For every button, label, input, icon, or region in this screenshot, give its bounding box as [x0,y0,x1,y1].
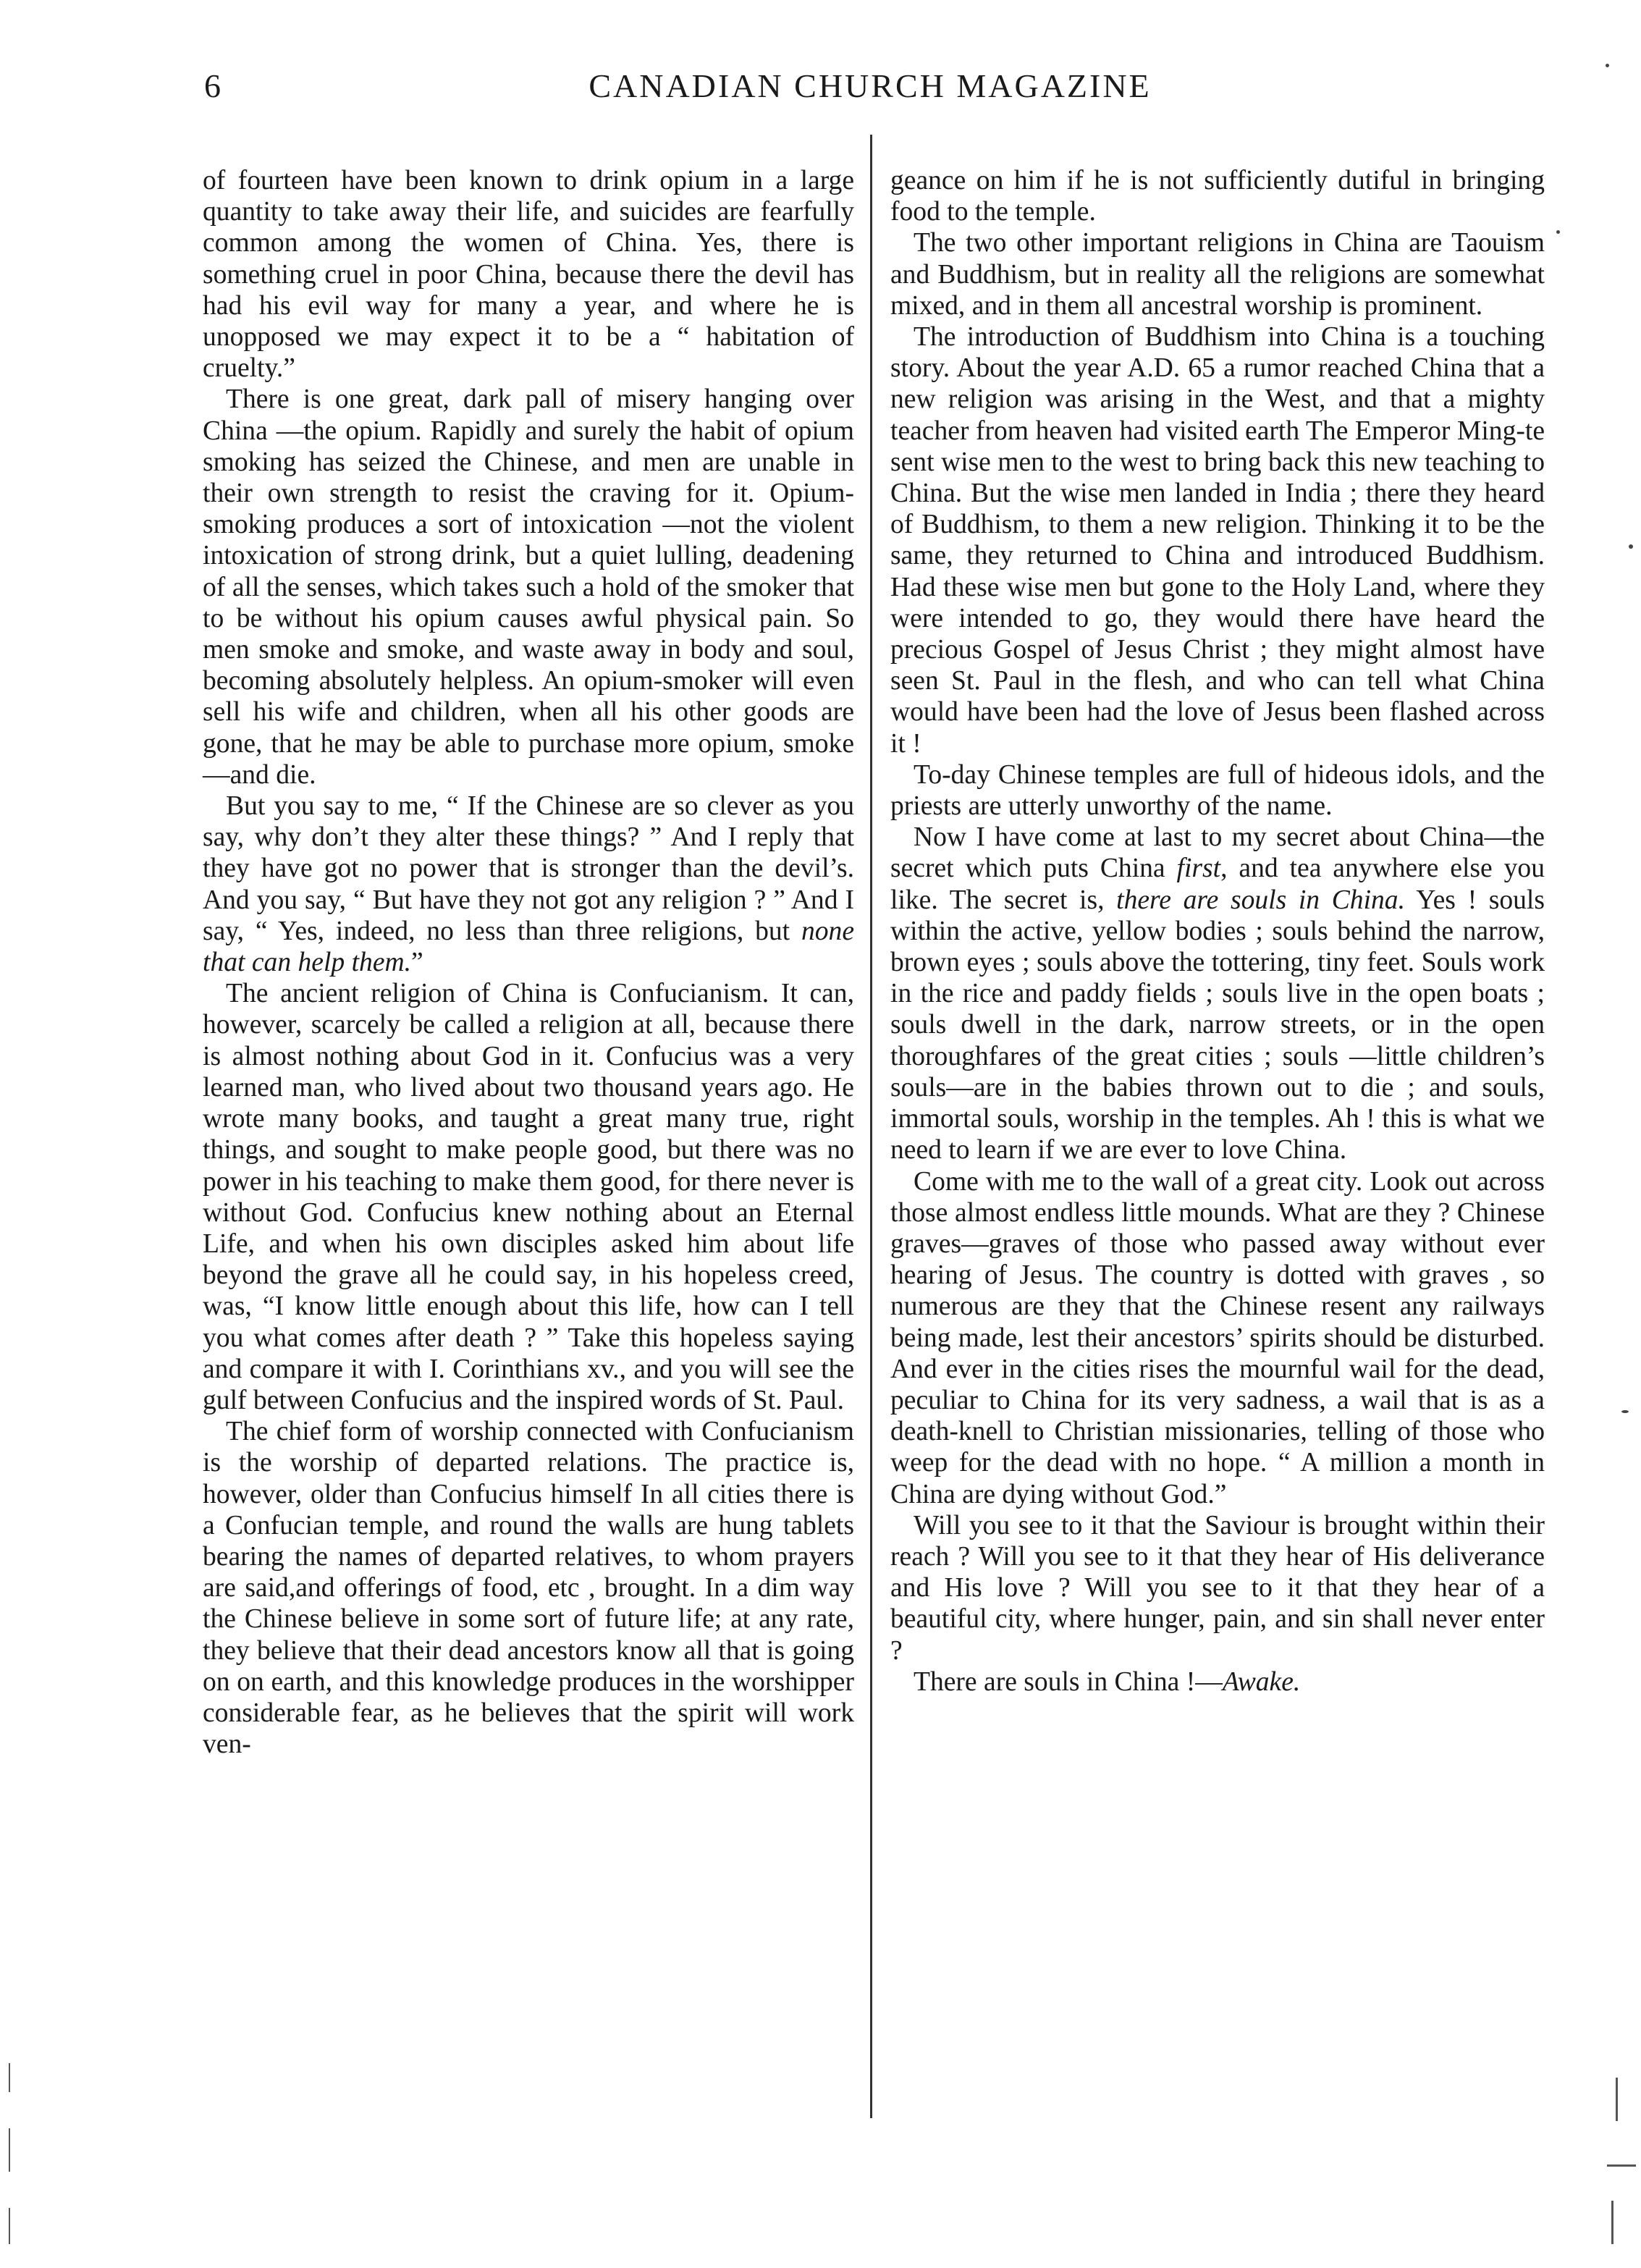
scan-edge-mark [1616,2078,1618,2121]
paragraph: Come with me to the wall of a great city. Look out across those almost endless little mounds. What are they ? Chinese graves—graves of those who passed away without ever hearing of Jesus. The country is dotted with graves , so numerous are they that the Chinese resent any railways being made, lest their ancestors’ spirits should be disturbed. And ever in the cities rises the mournful wail for the dead, peculiar to China for its very sadness, a wail that is as a death-knell to Christian missionaries, telling of those who weep for the dead with no hope. “ A million a month in China are dying without God.” [890,1166,1545,1509]
scan-speck [1556,230,1560,234]
scan-speck [1606,64,1609,67]
paragraph-text: ” [411,948,423,978]
running-head: CANADIAN CHURCH MAGAZINE [589,67,1152,104]
paragraph: The chief form of worship connected with Confucianism is the worship of departed relations. The practice is, however, older than Confucius himself In all cities there is a Confucian temple, and round the walls are hung tablets bearing the names of departed relatives, to whom prayers are said,and offerings of food, etc , brought. In a dim way the Chinese believe in some sort of future life; at any rate, they believe that their dead ancestors know all that is going on on earth, and this knowledge produces in the worshipper considerable fear, as he believes that the spirit will work ven- [203,1417,854,1760]
paragraph [890,822,1545,1165]
italic-phrase: none that can help them. [203,916,854,978]
scan-speck [1629,544,1633,549]
paragraph: of fourteen have been known to drink opium in a large quantity to take away their life, and suicides are fearfully common among the women of China. Yes, there is something cruel in poor China, because there the devil has had his evil way for many a year, and where he is unopposed we may expect it to be a “ habitation of cruelty.” [203,166,854,384]
paragraph-text: Yes ! souls within the active, yellow bodies ; souls behind the narrow, brown eyes ; souls above the tottering, tiny feet. Souls work in the rice and paddy fields ; souls live in the open boats ; souls dwell in the dark, narrow streets, or in the open thoroughfares of the great cities ; souls —little children’s souls—are in the babies thrown out to die ; and souls, immortal souls, worship in the temples. Ah ! this is what we need to learn if we are ever to love China. [890,885,1545,1165]
page-header [197,67,1543,117]
paragraph: There is one great, dark pall of misery hanging over China —the opium. Rapidly and surely the habit of opium smoking has seized the Chinese, and men are unable in their own strength to resist the craving for it. Opium-smoking produces a sort of intoxication —not the violent intoxication of strong drink, but a quiet lulling, deadening of all the senses, which takes such a hold of the smoker that to be without his opium causes awful physical pain. So men smoke and smoke, and waste away in body and soul, becoming absolutely helpless. An opium-smoker will even sell his wife and children, when all his other goods are gone, that he may be able to purchase more opium, smoke—and die. [203,384,854,790]
scan-edge-mark [9,2063,10,2092]
paragraph: To-day Chinese temples are full of hideous idols, and the priests are utterly unworthy of the name. [890,759,1545,822]
scan-speck [1621,1410,1629,1413]
italic-phrase: first [1176,853,1221,884]
paragraph-text: , and tea anywhere else you like. The secret is, [890,853,1545,915]
paragraph-text: There are souls in China !— [914,1666,1223,1697]
scan-edge-mark [1607,2164,1636,2167]
column-divider [870,135,872,2118]
scan-edge-mark [9,2128,10,2172]
right-column [890,165,1545,1698]
paragraph: The ancient religion of China is Confucianism. It can, however, scarcely be called a religion at all, because there is almost nothing about God in it. Confucius was a very learned man, who lived about two thousand years ago. He wrote many books, and taught a great many true, right things, and sought to make people good, but there was no power in his teaching to make them good, for there never is without God. Confucius knew nothing about an Eternal Life, and when his own disciples asked him about life beyond the grave all he could say, in his hopeless creed, was, “I know little enough about this life, how can I tell you what comes after death ? ” Take this hopeless saying and compare it with I. Corinthians xv., and you will see the gulf between Confucius and the inspired words of St. Paul. [203,979,854,1415]
paragraph: Will you see to it that the Saviour is brought within their reach ? Will you see to it that they hear of His deliverance and His love ? Will you see to it that they hear of a beautiful city, where hunger, pain, and sin shall never enter ? [890,1510,1545,1666]
paragraph [203,791,854,978]
paragraph: The introduction of Buddhism into China is a touching story. About the year A.D. 65 a rumor reached China that a new religion was arising in the West, and that a mighty teacher from heaven had visited earth The Emperor Ming-te sent wise men to the west to bring back this new teaching to China. But the wise men landed in India ; there they heard of Buddhism, to them a new religion. Thinking it to be the same, they returned to China and introduced Buddhism. Had these wise men but gone to the Holy Land, where they were intended to go, they would there have heard the precious Gospel of Jesus Christ ; they might almost have seen St. Paul in the flesh, and who can tell what China would have been had the love of Jesus been flashed across it ! [890,322,1545,759]
paragraph [890,1666,1545,1698]
left-column [203,165,854,1760]
scan-edge-mark [9,2208,10,2244]
paragraph-text: Now I have come at last to my secret about China—the secret which puts China [890,822,1545,884]
scan-edge-mark [1611,2201,1613,2244]
italic-phrase: there are souls in China. [1116,885,1405,915]
paragraph-text: But you say to me, “ If the Chinese are so clever as you say, why don’t they alter these things? ” And I reply that they have got no power that is stronger than the devil’s. And you say, “ But have they not got any religion ? ” And I say, “ Yes, indeed, no less than three religions, but [203,791,854,946]
paragraph: The two other important religions in China are Taouism and Buddhism, but in reality all the religions are somewhat mixed, and in them all ancestral worship is prominent. [890,228,1545,321]
page-number: 6 [204,67,222,104]
paragraph: geance on him if he is not sufficiently dutiful in bringing food to the temple. [890,166,1545,227]
attribution: Awake. [1222,1666,1301,1697]
